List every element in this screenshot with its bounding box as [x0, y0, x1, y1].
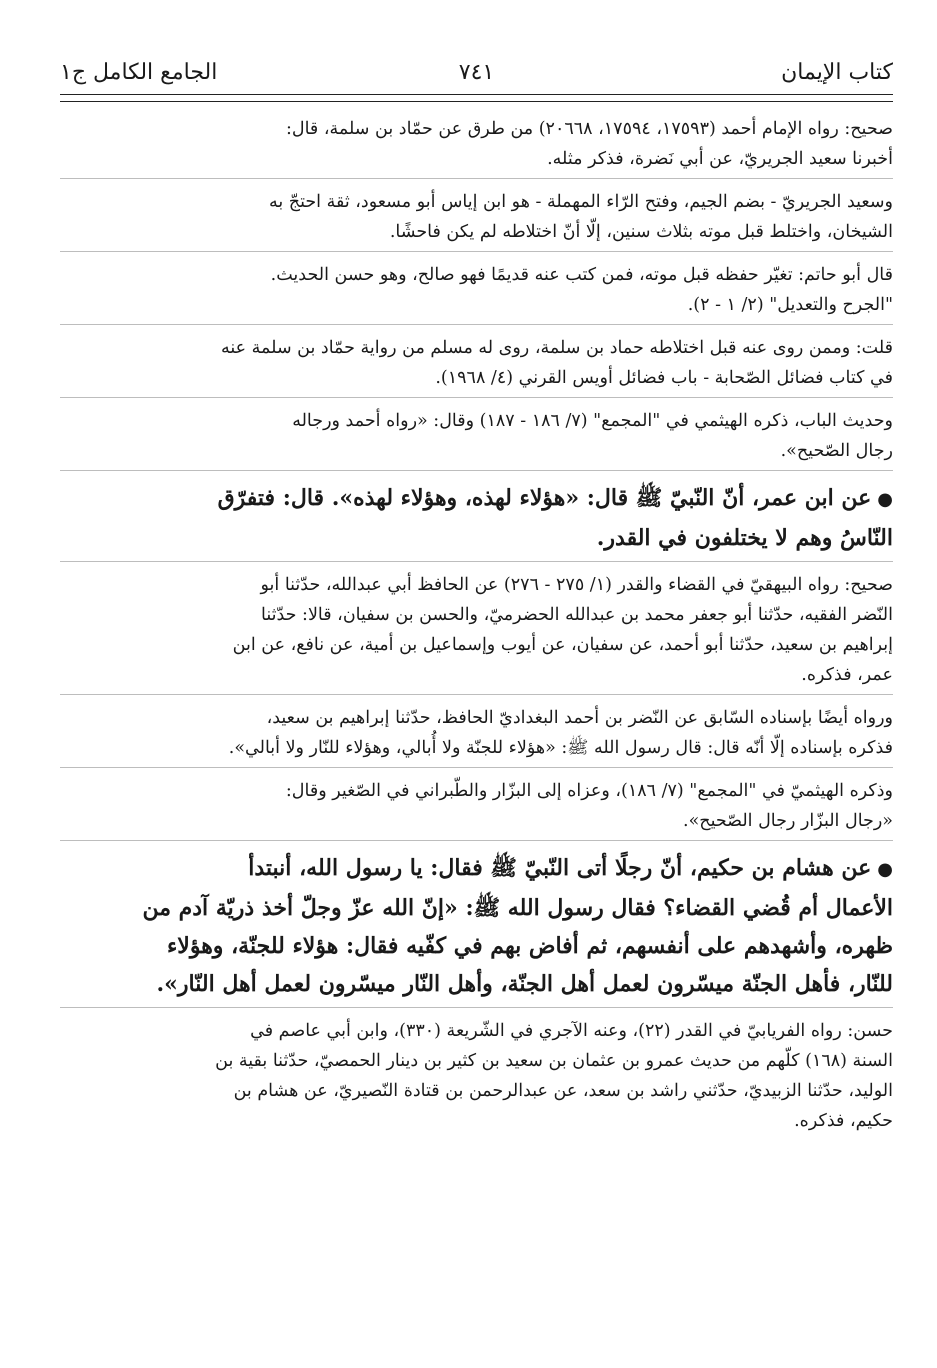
commentary-line [60, 660, 893, 690]
line-text: قلت: وممن روى عنه قبل اختلاطه حماد بن سلمة، روى له مسلم من رواية حمّاد بن سلمة عنه [220, 338, 893, 358]
line-text: رجال الصّحيح». [780, 441, 893, 461]
header-rule-bottom [60, 101, 893, 102]
page-number: ٧٤١ [458, 60, 495, 85]
line-text: للنّار، فأهل الجنّة ميسّرون لعمل أهل الجنّة، وأهل النّار ميسّرون لعمل أهل النّار». [156, 971, 893, 997]
header-rule-top [60, 94, 893, 95]
commentary-line [60, 217, 893, 247]
hadith-line [60, 519, 893, 557]
line-text: في كتاب فضائل الصّحابة - باب فضائل أويس القرني (٤/ ١٩٦٨). [435, 368, 893, 388]
line-text: النّاسُ وهم لا يختلفون في القدر. [596, 525, 893, 551]
commentary-paragraph [60, 260, 893, 325]
commentary-line [60, 114, 893, 144]
commentary-paragraph [60, 1016, 893, 1140]
hadith-line [60, 479, 893, 519]
commentary-line [60, 1016, 893, 1046]
line-text: النّضر الفقيه، حدّثنا أبو جعفر محمد بن عبدالله الحضرميّ، والحسن بن سفيان، قالا: حدّثنا [261, 605, 893, 625]
line-text: ظهره، وأشهدهم على أنفسهم، ثم أفاض بهم في كفّيه فقال: هؤلاء للجنّة، وهؤلاء [166, 933, 893, 959]
commentary-line [60, 144, 893, 174]
line-text: ورواه أيضًا بإسناده السّابق عن النّضر بن أحمد البغداديّ الحافظ، حدّثنا إبراهيم بن سعيد، [266, 708, 893, 728]
hadith-text [60, 479, 893, 562]
commentary-paragraph [60, 333, 893, 398]
commentary-line [60, 260, 893, 290]
commentary-line [60, 703, 893, 733]
page-body [60, 114, 893, 1148]
line-text: إبراهيم بن سعيد، حدّثنا أبو أحمد، عن سفيان، عن أيوب وإسماعيل بن أمية، عن نافع، عن ابن [232, 635, 893, 655]
hadith-text [60, 849, 893, 1008]
commentary-line [60, 1106, 893, 1136]
line-text: وحديث الباب، ذكره الهيثمي في "المجمع" (٧/ ١٨٦ - ١٨٧) وقال: «رواه أحمد ورجاله [292, 411, 893, 431]
hadith-line [60, 965, 893, 1003]
line-text: وذكره الهيثميّ في "المجمع" (٧/ ١٨٦)، وعزاه إلى البزّار والطّبراني في الصّغير وقال: [285, 781, 893, 801]
line-text: حسن: رواه الفريابيّ في القدر (٢٢)، وعنه الآجري في الشّريعة (٣٣٠)، وابن أبي عاصم في [250, 1021, 893, 1041]
hadith-line [60, 927, 893, 965]
line-text: صحيح: رواه الإمام أحمد (١٧٥٩٣، ١٧٥٩٤، ٢٠٦٦٨) من طرق عن حمّاد بن سلمة، قال: [285, 119, 893, 139]
commentary-line [60, 1076, 893, 1106]
commentary-line [60, 600, 893, 630]
commentary-paragraph [60, 776, 893, 841]
commentary-line [60, 406, 893, 436]
running-header [60, 48, 893, 88]
line-text: "الجرح والتعديل" (٢/ ١ - ٢). [687, 295, 893, 315]
line-text: الوليد، حدّثنا الزبيديّ، حدّثني راشد بن سعد، عن عبدالرحمن بن قتادة النّصيريّ، عن هشام بن [233, 1081, 893, 1101]
line-text: عمر، فذكره. [801, 665, 893, 685]
commentary-line [60, 333, 893, 363]
line-text: حكيم، فذكره. [794, 1111, 893, 1131]
commentary-line [60, 733, 893, 763]
commentary-line [60, 630, 893, 660]
line-text: الأعمال أم قُضي القضاء؟ فقال رسول الله ﷺ: «إنّ الله عزّ وجلّ أخذ ذريّة آدم من [142, 895, 893, 921]
commentary-line [60, 776, 893, 806]
line-text: السنة (١٦٨) كلّهم من حديث عمرو بن عثمان بن سعيد بن كثير بن دينار الحمصيّ، حدّثنا بقية بن [215, 1051, 893, 1071]
line-text: عن ابن عمر، أنّ النّبيّ ﷺ قال: «هؤلاء لهذه، وهؤلاء لهذه». قال: فتفرّق [217, 485, 872, 511]
commentary-line [60, 806, 893, 836]
commentary-paragraph [60, 406, 893, 471]
line-text: أخبرنا سعيد الجريريّ، عن أبي نَضرة، فذكر مثله. [547, 149, 893, 169]
commentary-line [60, 290, 893, 320]
commentary-line [60, 436, 893, 466]
hadith-bullet: ● [877, 859, 893, 880]
line-text: صحيح: رواه البيهقيّ في القضاء والقدر (١/ ٢٧٥ - ٢٧٦) عن الحافظ أبي عبدالله، حدّثنا أبو [260, 575, 893, 595]
line-text: عن هشام بن حكيم، أنّ رجلًا أتى النّبيّ ﷺ فقال: يا رسول الله، أنبتدأ [248, 855, 872, 881]
line-text: الشيخان، واختلط قبل موته بثلاث سنين، إلّا أنّ اختلاطه لم يكن فاحشًا. [389, 222, 893, 242]
commentary-paragraph [60, 570, 893, 695]
line-text: فذكره بإسناده إلّا أنّه قال: قال رسول الله ﷺ: «هؤلاء للجنّة ولا أُبالي، وهؤلاء للنّار ولا أبالي». [228, 738, 893, 758]
hadith-line [60, 889, 893, 927]
series-title: الجامع الكامل ج١ [60, 60, 218, 85]
line-text: قال أبو حاتم: تغيّر حفظه قبل موته، فمن كتب عنه قديمًا فهو صالح، وهو حسن الحديث. [270, 265, 893, 285]
commentary-paragraph [60, 114, 893, 179]
commentary-paragraph [60, 703, 893, 768]
hadith-line [60, 849, 893, 889]
line-text: «رجال البزّار رجال الصّحيح». [683, 811, 893, 831]
commentary-line [60, 363, 893, 393]
commentary-paragraph [60, 187, 893, 252]
line-text: وسعيد الجريريّ - بضم الجيم، وفتح الرّاء المهملة - هو ابن إياس أبو مسعود، ثقة احتجّ به [268, 192, 893, 212]
commentary-line [60, 1046, 893, 1076]
hadith-bullet: ● [877, 489, 893, 510]
commentary-line [60, 570, 893, 600]
commentary-line [60, 187, 893, 217]
book-title: كتاب الإيمان [781, 60, 893, 85]
